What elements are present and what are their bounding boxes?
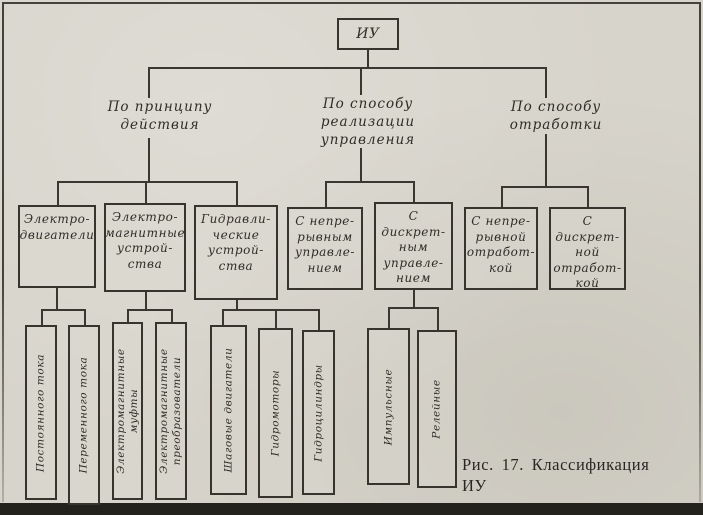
connector-line xyxy=(222,309,224,325)
figure-caption: Рис. 17. Классификация ИУ xyxy=(462,455,650,495)
connector-line xyxy=(148,67,547,69)
connector-line xyxy=(413,290,415,307)
node-continuous-processing-label: С непре- рывной отработ- кой xyxy=(466,214,536,275)
node-relay-label: Релейные xyxy=(430,379,443,439)
node-ac-label: Переменного тока xyxy=(77,356,90,474)
node-hydraulic-motors xyxy=(258,328,293,498)
node-ac xyxy=(68,325,100,505)
connector-line xyxy=(56,288,58,309)
connector-line xyxy=(437,307,439,330)
connector-line xyxy=(236,300,238,309)
connector-line xyxy=(57,181,59,205)
connector-line xyxy=(41,309,43,325)
node-electromagnetic-devices xyxy=(104,203,186,292)
branch-label-principle: По принципу действия xyxy=(107,99,213,134)
node-electromagnetic-devices-label: Электро- магнитные устрой- ства xyxy=(104,210,186,271)
node-em-converters-label: Электромагнитные преобразователи xyxy=(157,348,183,474)
scan-frame-left xyxy=(2,2,4,502)
node-hydraulic-devices-label: Гидравли- ческие устрой- ства xyxy=(201,212,271,273)
node-hydraulic-devices xyxy=(194,205,278,300)
connector-line xyxy=(57,181,238,183)
connector-line xyxy=(360,148,362,183)
branch-label-processing: По способу отработки xyxy=(509,99,603,134)
connector-line xyxy=(501,186,589,188)
connector-line xyxy=(545,134,547,188)
connector-line xyxy=(41,309,86,311)
node-stepper-motors xyxy=(210,325,247,495)
connector-line xyxy=(587,186,589,207)
node-electric-motors-label: Электро- двигатели xyxy=(19,212,95,242)
node-em-clutches xyxy=(112,322,143,500)
node-continuous-processing xyxy=(464,207,538,290)
connector-line xyxy=(222,309,320,311)
node-hydraulic-motors-label: Гидромоторы xyxy=(268,369,281,457)
connector-line xyxy=(388,307,439,309)
node-dc xyxy=(25,325,57,500)
node-discrete-control-label: С дискрет- ным управле- нием xyxy=(381,209,446,286)
node-continuous-control xyxy=(287,207,363,290)
connector-line xyxy=(318,309,320,330)
node-electric-motors xyxy=(18,205,96,288)
connector-line xyxy=(127,309,129,322)
connector-line xyxy=(84,309,86,325)
connector-line xyxy=(148,67,150,98)
connector-line xyxy=(171,309,173,322)
connector-line xyxy=(501,186,503,207)
node-continuous-control-label: С непре- рывным управле- нием xyxy=(294,214,356,275)
connector-line xyxy=(275,309,277,328)
node-em-clutches-label: Электромагнитные муфты xyxy=(114,348,140,474)
connector-line xyxy=(360,67,362,95)
connector-line xyxy=(325,181,415,183)
node-pulse xyxy=(367,328,410,485)
node-em-converters xyxy=(155,322,187,500)
node-discrete-control xyxy=(374,202,453,290)
node-discrete-processing xyxy=(549,207,626,290)
connector-line xyxy=(145,292,147,309)
node-hydraulic-cylinders-label: Гидроцилиндры xyxy=(311,363,324,462)
connector-line xyxy=(236,181,238,205)
connector-line xyxy=(127,309,173,311)
node-pulse-label: Импульсные xyxy=(381,368,394,445)
node-root-label: ИУ xyxy=(356,25,380,42)
node-discrete-processing-label: С дискрет- ной отработ- кой xyxy=(553,214,622,291)
connector-line xyxy=(325,181,327,207)
scan-frame-bottom xyxy=(0,503,703,515)
branch-label-realization: По способу реализации управления xyxy=(320,96,416,149)
connector-line xyxy=(545,67,547,98)
connector-line xyxy=(145,181,147,203)
connector-line xyxy=(388,307,390,328)
scan-frame-top xyxy=(2,2,700,4)
scan-frame-right xyxy=(699,2,701,502)
node-relay xyxy=(417,330,457,488)
connector-line xyxy=(148,138,150,183)
connector-line xyxy=(367,49,369,67)
node-stepper-motors-label: Шаговые двигатели xyxy=(221,347,234,473)
node-root xyxy=(337,18,399,50)
node-hydraulic-cylinders xyxy=(302,330,335,495)
node-dc-label: Постоянного тока xyxy=(34,353,47,472)
connector-line xyxy=(413,181,415,202)
